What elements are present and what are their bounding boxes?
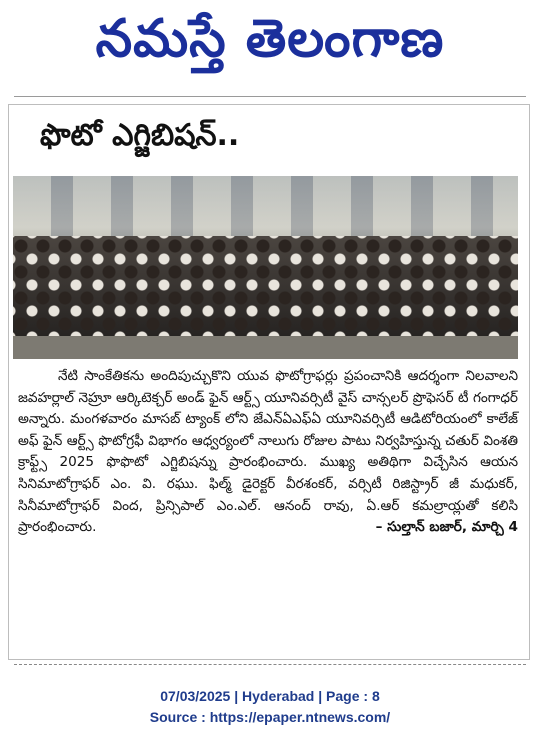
group-photo — [13, 176, 518, 359]
masthead-divider — [14, 96, 526, 97]
article-body — [18, 366, 518, 539]
article-dateline: – సుల్తాన్ బజార్, మార్చి 4 — [375, 519, 518, 536]
article-headline: ఫొటో ఎగ్జిబిషన్.. — [40, 118, 240, 153]
article-paragraph — [18, 366, 518, 539]
footer-edition-info: 07/03/2025 | Hyderabad | Page : 8 — [160, 688, 380, 704]
newspaper-logo: నమస్తే తెలంగాణ — [95, 9, 445, 69]
footer-divider — [14, 664, 526, 665]
footer-source-link[interactable]: Source : https://epaper.ntnews.com/ — [149, 709, 391, 725]
photo-floor — [13, 336, 518, 359]
article-body-text: నేటి సాంకేతికను అందిపుచ్చుకొని యువ ఫొటోగ్రాఫర్లు ప్రపంచానికి ఆదర్శంగా నిలవాలని జవహర్లాల్ నెహ్రూ ఆర్కిటెక్చర్ అండ్ ఫైన్ ఆర్ట్స్ యూనివర్సిటీ వైస్ చాన్సలర్ ప్రొఫెసర్ టీ గంగాధర్ అన్నారు. మంగళవారం మాసబ్ ట్యాంక్ లోని జేఎన్ఏఎఫ్ఏ యూనివర్సిటీ ఆడిటోరియంలో కాలేజ్ అఫ్ ఫైన్ ఆర్ట్స్ ఫొటోగ్రఫీ విభాగం ఆధ్వర్యంలో నాలుగు రోజుల పాటు నిర్వహిస్తున్న చతుర్ వింశతి క్రాఫ్ట్స్ 2025 ఫొఫొటో ఎగ్జిబిషన్ను ప్రారంభించారు. ముఖ్య అతిథిగా విచ్చేసిన ఆయన సినిమాటోగ్రాఫర్ ఎం. వి. రఘు. ఫిల్మ్ డైరెక్టర్ వీరశంకర్, వర్సిటీ రిజిస్ట్రార్ జీ మధుకర్, సినీమాటోగ్రాఫర్ వింద, ప్రిన్సిపాల్ ఎం.ఎల్. ఆనంద్ రావు, ఏ.ఆర్ కమల్రాయ్లతో కలిసి ప్రారంభించారు. — [18, 368, 518, 536]
masthead — [0, 4, 540, 74]
footer — [0, 686, 540, 728]
